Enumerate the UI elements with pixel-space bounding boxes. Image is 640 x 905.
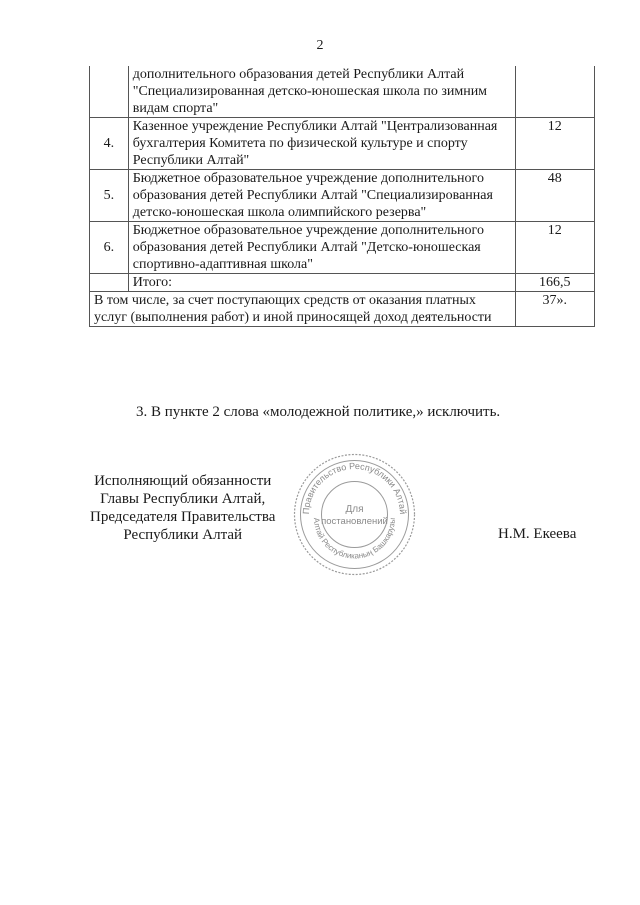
total-row: [90, 274, 595, 292]
seal-center-line2: постановлений: [321, 516, 388, 527]
signatory-line: Главы Республики Алтай,: [100, 491, 266, 507]
paid-value: 37».: [515, 292, 595, 327]
table-row: [90, 222, 595, 274]
row-number: [90, 66, 129, 118]
table-row: [90, 66, 595, 118]
signatory-name: Н.М. Екеева: [498, 526, 577, 542]
paid-label: В том числе, за счет поступающих средств от оказания платных услуг (выполнения работ) и иной приносящей доход деятельности: [90, 292, 516, 327]
row-value: [515, 66, 595, 118]
seal-bottom-text: Алтай Республиканың Башкарузы: [311, 517, 398, 561]
seal-outer-text: Правительство Республики Алтай: [300, 460, 409, 515]
signatory-title: [90, 472, 275, 544]
amendment-paragraph: 3. В пункте 2 слова «молодежной политике,» исключить.: [136, 404, 501, 420]
row-number: 4.: [90, 118, 129, 170]
signatory-line: Председателя Правительства: [90, 509, 276, 525]
row-text: Бюджетное образовательное учреждение дополнительного образования детей Республики Алтай "Специализированная детско-юношеская школа олимпийского резерва": [128, 170, 515, 222]
total-label: Итого:: [128, 274, 515, 292]
row-value: 12: [515, 118, 595, 170]
row-value: 48: [515, 170, 595, 222]
row-text: дополнительного образования детей Республики Алтай "Специализированная детско-юношеская школа по зимним видам спорта": [128, 66, 515, 118]
row-text: Бюджетное образовательное учреждение дополнительного образования детей Республики Алтай "Детско-юношеская спортивно-адаптивная школа": [128, 222, 515, 274]
total-value: 166,5: [515, 274, 595, 292]
table-row: [90, 170, 595, 222]
table-row: [90, 118, 595, 170]
staff-table: [89, 66, 595, 327]
row-value: 12: [515, 222, 595, 274]
page-number: 2: [316, 38, 324, 53]
row-text: Казенное учреждение Республики Алтай "Централизованная бухгалтерия Комитета по физической культуре и спорту Республики Алтай": [128, 118, 515, 170]
paid-row: [90, 292, 595, 327]
signatory-line: Исполняющий обязанности: [94, 473, 272, 489]
row-number: 6.: [90, 222, 129, 274]
seal-center-line1: Для: [345, 504, 364, 515]
row-number: 5.: [90, 170, 129, 222]
official-seal: [292, 452, 417, 577]
signatory-line: Республики Алтай: [123, 527, 243, 543]
